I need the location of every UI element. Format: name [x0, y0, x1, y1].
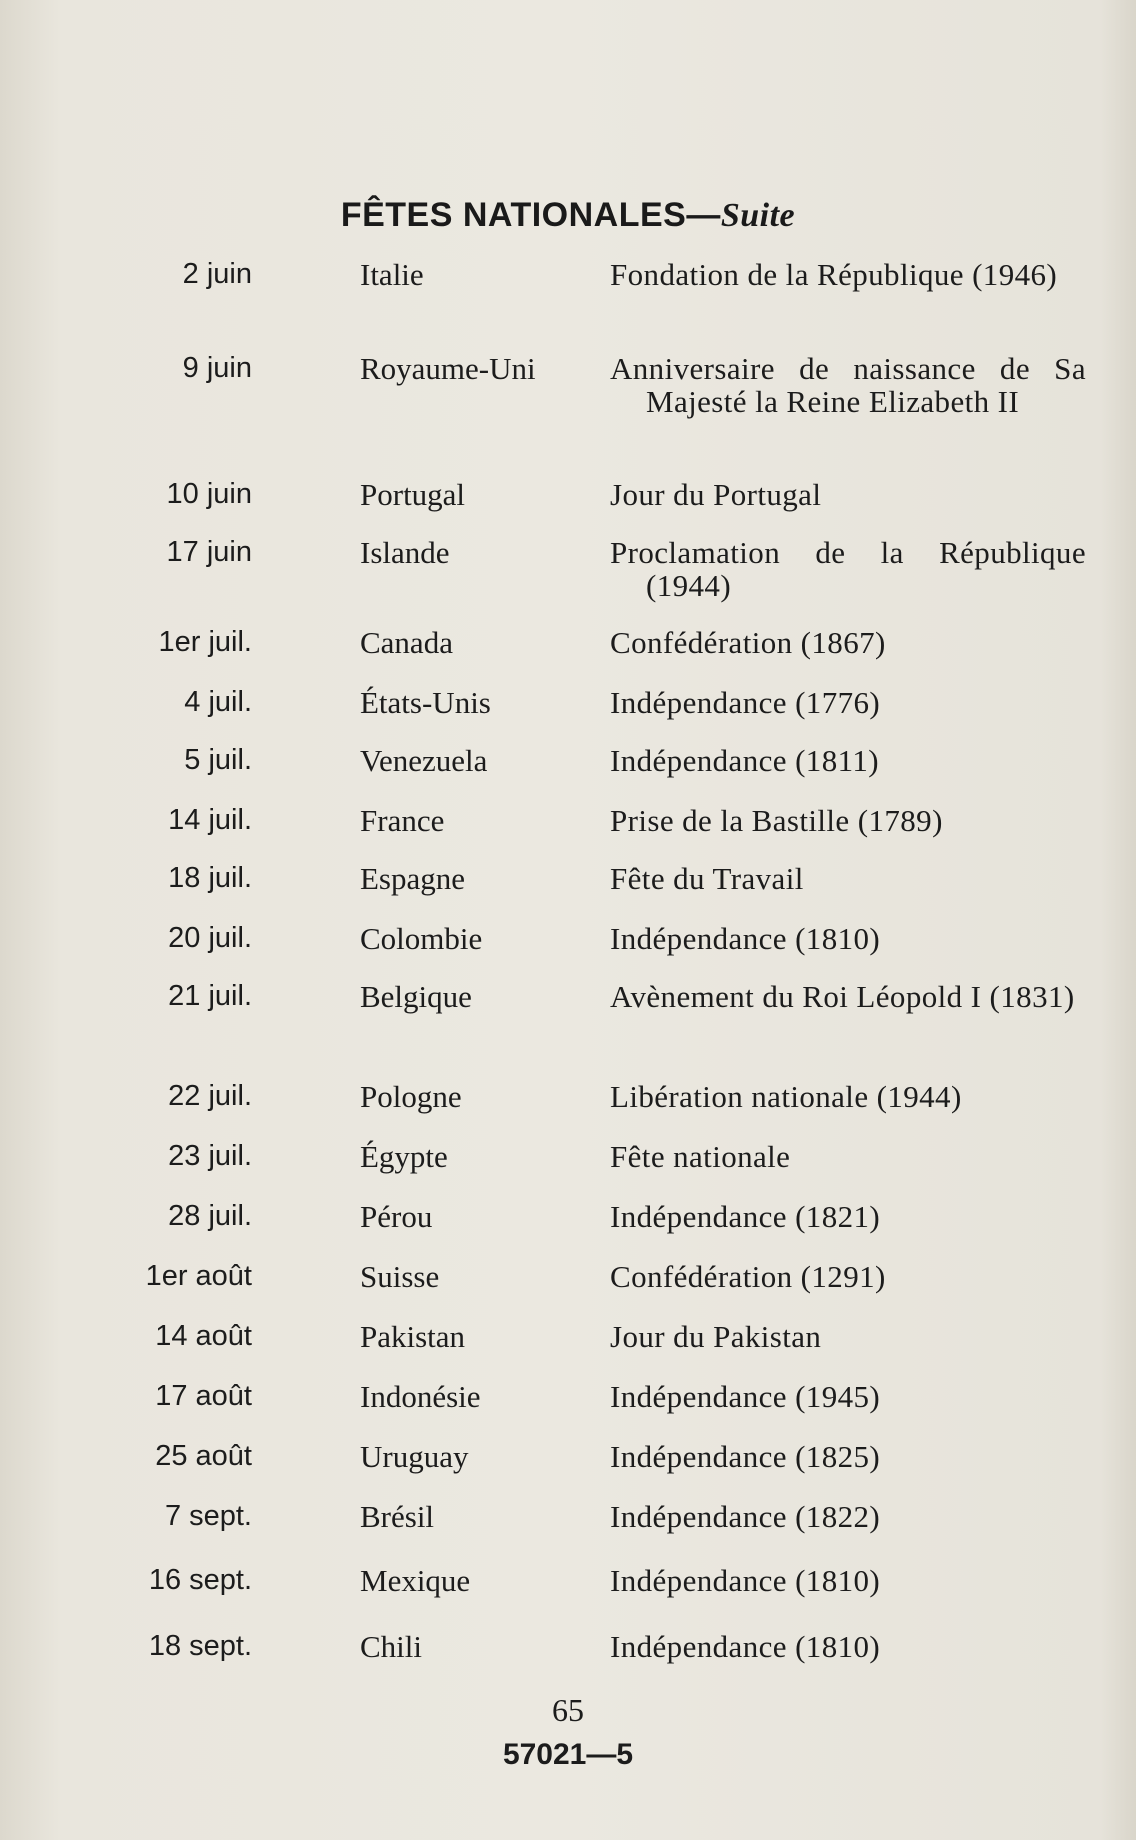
table-row: [0, 1440, 1136, 1480]
row-date: 18 sept.: [148, 1630, 252, 1662]
row-event: Jour du Portugal: [610, 477, 822, 512]
table-row: [0, 1380, 1136, 1420]
row-event: Fondation de la République (1946): [610, 257, 1058, 292]
row-date: 25 août: [155, 1440, 252, 1472]
row-country: Venezuela: [360, 743, 488, 778]
table-row: [0, 1320, 1136, 1360]
table-row: [0, 1140, 1136, 1180]
row-country: Islande: [360, 535, 450, 570]
row-date: 14 août: [155, 1320, 252, 1352]
row-event: Indépendance (1825): [610, 1439, 881, 1474]
row-event: Indépendance (1945): [610, 1379, 881, 1414]
row-date: 2 juin: [182, 258, 252, 290]
row-event: Indépendance (1810): [610, 921, 881, 956]
table-row: [0, 258, 1136, 338]
row-date: 5 juil.: [184, 744, 252, 776]
row-country: Pakistan: [360, 1319, 466, 1354]
table-row: [0, 352, 1136, 462]
row-date: 7 sept.: [164, 1500, 252, 1532]
row-event: Confédération (1291): [610, 1259, 886, 1294]
row-date: 20 juil.: [168, 922, 252, 954]
row-event: Indépendance (1821): [610, 1199, 881, 1234]
row-event: Confédération (1867): [610, 625, 886, 660]
row-date: 28 juil.: [168, 1200, 252, 1232]
row-country: Royaume-Uni: [360, 351, 536, 386]
row-date: 16 sept.: [148, 1564, 252, 1596]
row-event: Anniversaire de naissance de Sa Majesté la Reine Elizabeth II: [610, 351, 1086, 419]
row-event: Fête du Travail: [610, 861, 804, 896]
table-row: [0, 1200, 1136, 1240]
row-event: Fête nationale: [610, 1139, 791, 1174]
row-event: Indépendance (1776): [610, 685, 881, 720]
table-row: [0, 922, 1136, 962]
row-country: Italie: [360, 257, 424, 292]
table-row: [0, 626, 1136, 666]
table-row: [0, 1080, 1136, 1120]
row-country: États-Unis: [360, 685, 491, 720]
row-date: 17 juin: [166, 536, 252, 568]
row-event: Indépendance (1811): [610, 743, 879, 778]
row-date: 17 août: [155, 1380, 252, 1412]
row-country: Mexique: [360, 1563, 471, 1598]
row-country: Indonésie: [360, 1379, 481, 1414]
table-row: [0, 686, 1136, 726]
row-date: 14 juil.: [168, 804, 252, 836]
row-country: Espagne: [360, 861, 466, 896]
title-suite: Suite: [720, 197, 796, 234]
row-country: Égypte: [360, 1139, 448, 1174]
table-row: [0, 804, 1136, 844]
row-date: 4 juil.: [184, 686, 252, 718]
row-event: Libération nationale (1944): [610, 1079, 962, 1114]
table-row: [0, 536, 1136, 612]
row-country: Portugal: [360, 477, 466, 512]
row-date: 22 juil.: [168, 1080, 252, 1112]
row-country: Suisse: [360, 1259, 440, 1294]
row-event: Indépendance (1822): [610, 1499, 881, 1534]
row-event: Indépendance (1810): [610, 1563, 881, 1598]
table-row: [0, 980, 1136, 1060]
row-country: Pérou: [360, 1199, 433, 1234]
row-country: Chili: [360, 1629, 423, 1664]
table-row: [0, 1564, 1136, 1604]
table-row: [0, 1500, 1136, 1540]
title-main: FÊTES NATIONALES—: [340, 196, 721, 234]
table-row: [0, 478, 1136, 518]
row-country: Belgique: [360, 979, 472, 1014]
row-country: France: [360, 803, 445, 838]
row-country: Brésil: [360, 1499, 435, 1534]
row-event: Indépendance (1810): [610, 1629, 881, 1664]
row-date: 1er juil.: [158, 626, 252, 658]
table-row: [0, 744, 1136, 784]
row-country: Colombie: [360, 921, 483, 956]
table-row: [0, 862, 1136, 902]
table-row: [0, 1630, 1136, 1670]
page-number: 65: [552, 1692, 584, 1728]
print-code: 57021—5: [502, 1738, 634, 1771]
row-date: 9 juin: [182, 352, 252, 384]
row-date: 10 juin: [166, 478, 252, 510]
row-event: Avènement du Roi Léopold I (1831): [610, 979, 1075, 1014]
page-title: [0, 196, 1136, 235]
row-date: 21 juil.: [168, 980, 252, 1012]
row-event: Prise de la Bastille (1789): [610, 803, 943, 838]
row-country: Canada: [360, 625, 453, 660]
row-country: Pologne: [360, 1079, 462, 1114]
row-event: Proclamation de la République (1944): [610, 535, 1086, 603]
table-row: [0, 1260, 1136, 1300]
row-date: 23 juil.: [168, 1140, 252, 1172]
row-event: Jour du Pakistan: [610, 1319, 822, 1354]
row-country: Uruguay: [360, 1439, 469, 1474]
row-date: 1er août: [145, 1260, 252, 1292]
row-date: 18 juil.: [168, 862, 252, 894]
